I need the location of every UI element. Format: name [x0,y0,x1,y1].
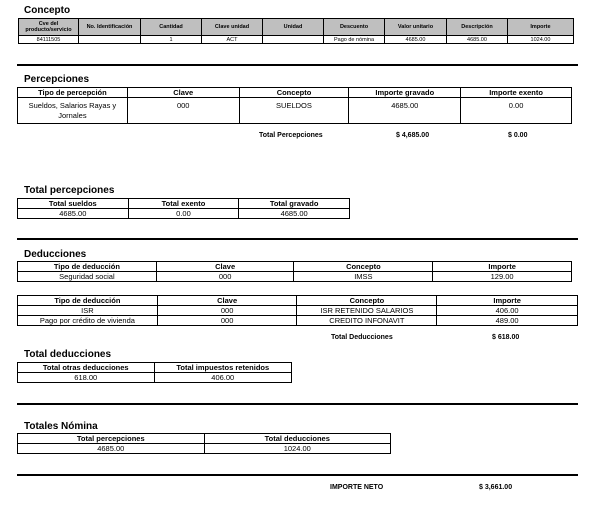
cell: 4685.00 [385,36,447,44]
total-deducciones-table [17,362,292,383]
col-cve-producto: Cve del producto/servicio [19,19,79,36]
col-total-otras-deducciones: Total otras deducciones [18,363,155,373]
col-total-impuestos-retenidos: Total impuestos retenidos [154,363,291,373]
cell: 84111505 [19,36,79,44]
table-row [18,209,350,219]
col-cantidad: Cantidad [141,19,202,36]
col-clave-unidad: Clave unidad [202,19,263,36]
percepciones-table [17,87,572,124]
importe-neto-label: IMPORTE NETO [330,484,384,491]
cell: 4685.00 [239,209,350,219]
table-row [18,98,572,124]
deducciones-title: Deducciones [24,249,87,260]
cell: 000 [156,272,294,282]
col-importe-gravado: Importe gravado [349,88,461,98]
cell: 489.00 [437,316,578,326]
cell: Pago de nómina [324,36,385,44]
totales-nomina-title: Totales Nómina [24,421,98,432]
cell [263,36,324,44]
total-deducciones-value: $ 618.00 [492,334,520,341]
total-percepciones-gravado: $ 4,685.00 [396,132,430,139]
col-unidad: Unidad [263,19,324,36]
table-row [19,36,574,44]
col-clave: Clave [127,88,239,98]
cell: CREDITO INFONAVIT [297,316,437,326]
deducciones-table-2 [17,295,578,326]
cell: 000 [157,306,297,316]
col-descuento: Descuento [324,19,385,36]
cell: 4685.00 [18,209,129,219]
col-total-gravado: Total gravado [239,199,350,209]
divider [17,403,578,405]
cell: 000 [157,316,297,326]
cell: Seguridad social [18,272,157,282]
cell: 4685.00 [447,36,508,44]
cell: Sueldos, Salarios Rayas y Jornales [18,98,128,124]
total-percepciones-title: Total percepciones [24,185,115,196]
concepto-table [18,18,574,44]
importe-neto-value: $ 3,661.00 [479,484,513,491]
table-row [18,306,578,316]
cell: 406.00 [154,373,291,383]
cell: SUELDOS [239,98,349,124]
cell: ACT [202,36,263,44]
divider [17,64,578,66]
col-concepto: Concepto [239,88,349,98]
cell [79,36,141,44]
col-importe: Importe [437,296,578,306]
cell: ISR RETENIDO SALARIOS [297,306,437,316]
col-total-sueldos: Total sueldos [18,199,129,209]
col-concepto: Concepto [297,296,437,306]
col-valor-unitario: Valor unitario [385,19,447,36]
cell: 0.00 [128,209,239,219]
total-percepciones-exento: $ 0.00 [508,132,528,139]
cell: ISR [18,306,158,316]
cell: 1024.00 [508,36,574,44]
col-importe-exento: Importe exento [461,88,572,98]
cell: 000 [127,98,239,124]
col-total-percepciones: Total percepciones [18,434,205,444]
col-clave: Clave [156,262,294,272]
deducciones-table-1 [17,261,572,282]
cell: 406.00 [437,306,578,316]
cell: IMSS [294,272,433,282]
divider [17,238,578,240]
cell: 129.00 [433,272,572,282]
total-percepciones-table [17,198,350,219]
col-tipo-deduccion: Tipo de deducción [18,262,157,272]
table-row [18,373,292,383]
divider [17,474,578,476]
col-total-exento: Total exento [128,199,239,209]
cell: 1 [141,36,202,44]
cell: 618.00 [18,373,155,383]
concepto-title: Concepto [24,5,71,16]
cell: 1024.00 [204,444,391,454]
percepciones-title: Percepciones [24,74,90,85]
cell: 4685.00 [18,444,205,454]
col-no-identificacion: No. Identificación [79,19,141,36]
cell: 0.00 [461,98,572,124]
table-row [18,444,391,454]
total-deducciones-label: Total Deducciones [331,334,393,341]
col-total-deducciones: Total deducciones [204,434,391,444]
col-tipo-deduccion: Tipo de deducción [18,296,158,306]
col-tipo-percepcion: Tipo de percepción [18,88,128,98]
total-deducciones-title: Total deducciones [24,349,112,360]
col-importe: Importe [508,19,574,36]
totales-nomina-table [17,433,391,454]
table-row [18,316,578,326]
col-clave: Clave [157,296,297,306]
cell: 4685.00 [349,98,461,124]
table-row [18,272,572,282]
col-concepto: Concepto [294,262,433,272]
cell: Pago por crédito de vivienda [18,316,158,326]
col-descripcion: Descripción [447,19,508,36]
col-importe: Importe [433,262,572,272]
total-percepciones-label: Total Percepciones [259,132,323,139]
